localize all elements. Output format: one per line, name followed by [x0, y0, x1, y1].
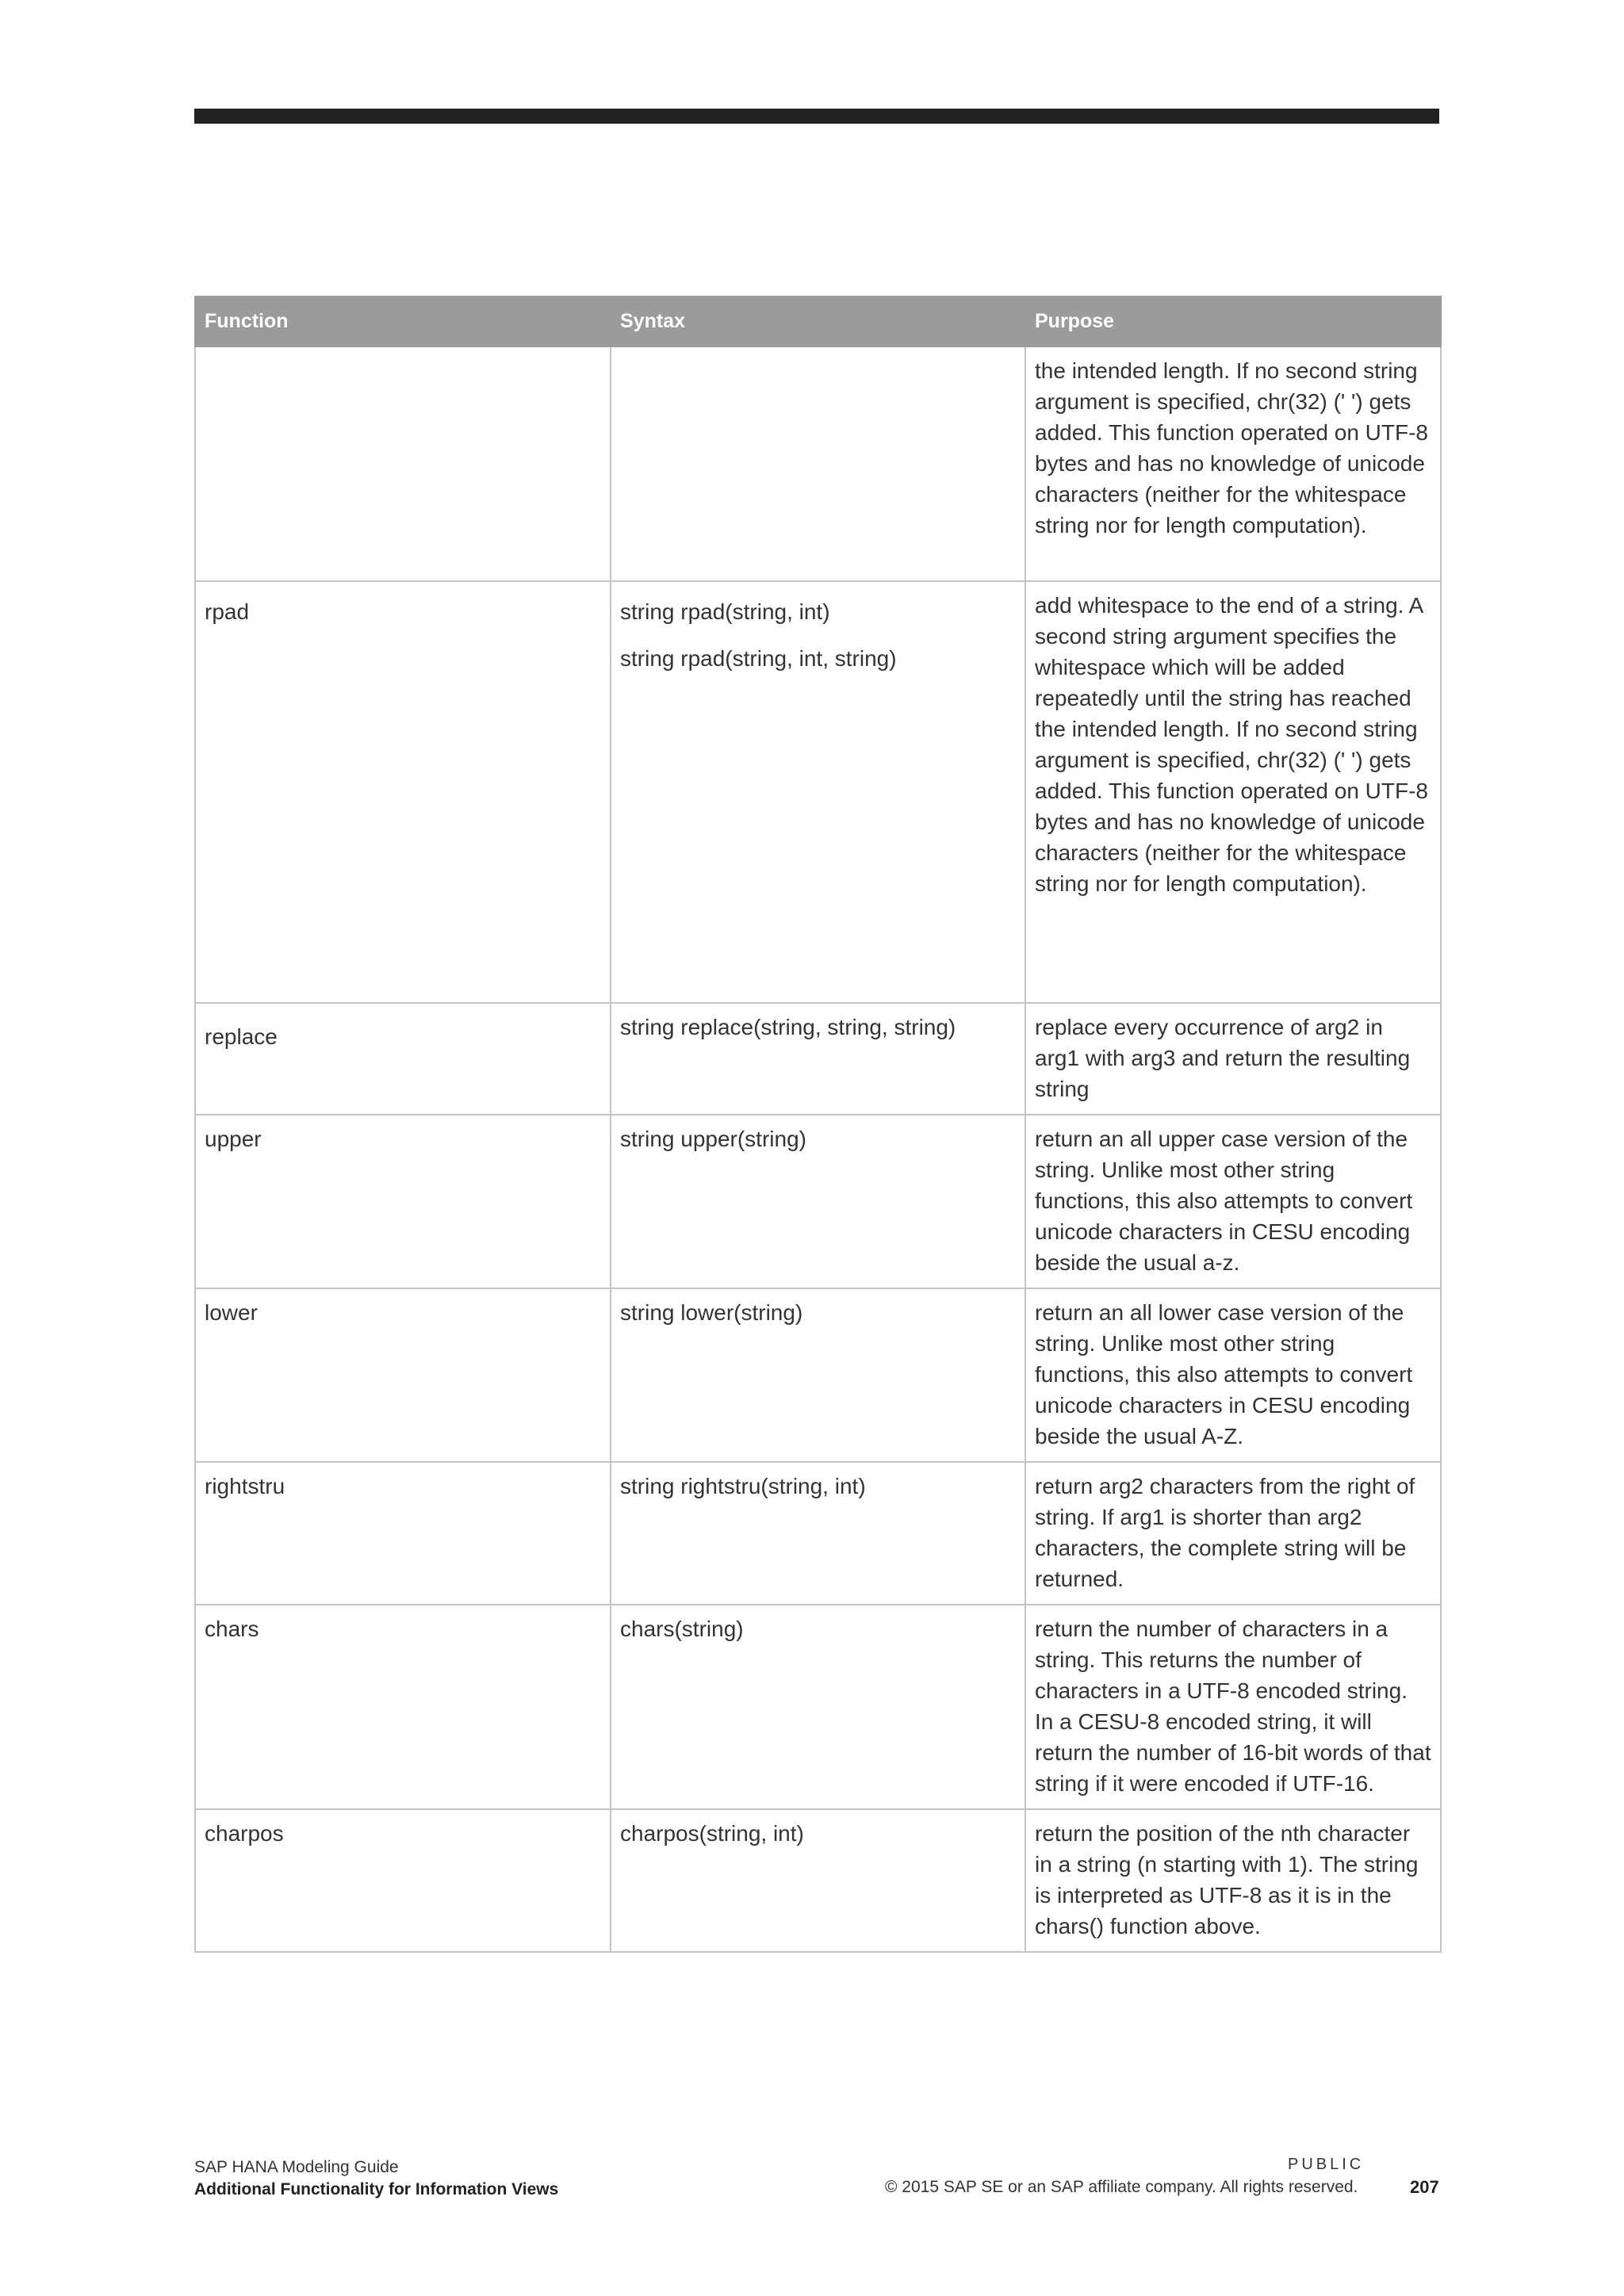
table-row [195, 1115, 1441, 1288]
function-cell [195, 346, 611, 581]
classification-label: PUBLIC [1288, 2156, 1365, 2173]
guide-title: SAP HANA Modeling Guide [194, 2158, 399, 2176]
syntax-line: string rpad(string, int, string) [620, 646, 897, 671]
function-cell: chars [195, 1605, 611, 1809]
table-row [195, 346, 1441, 581]
syntax-line: string lower(string) [620, 1300, 803, 1325]
copyright-notice: © 2015 SAP SE or an SAP affiliate company. All rights reserved. [885, 2178, 1358, 2196]
purpose-cell: return the position of the nth character in a string (n starting with 1). The string is interpreted as UTF-8 as it is in the chars() function above. [1025, 1809, 1441, 1952]
function-cell [195, 581, 611, 1003]
table-row [195, 1288, 1441, 1462]
purpose-cell: return arg2 characters from the right of string. If arg1 is shorter than arg2 characters, the complete string will be returned. [1025, 1462, 1441, 1605]
syntax-line: string rightstru(string, int) [620, 1474, 866, 1498]
syntax-cell [611, 346, 1025, 581]
page-number: 207 [1410, 2177, 1439, 2197]
header-purpose: Purpose [1025, 297, 1441, 346]
function-cell [195, 1003, 611, 1115]
table-row [195, 581, 1441, 1003]
purpose-cell: add whitespace to the end of a string. A second string argument specifies the whitespace which will be added repeatedly until the string has reached the intended length. If no second string argument is specified, chr(32) (' ') gets added. This function operated on UTF-8 bytes and has no knowledge of unicode characters (neither for the whitespace string nor for length computation). [1025, 581, 1441, 1003]
purpose-cell: return the number of characters in a string. This returns the number of characters in a UTF-8 encoded string. In a CESU-8 encoded string, it will return the number of 16-bit words of that string if it were encoded if UTF-16. [1025, 1605, 1441, 1809]
syntax-cell [611, 1003, 1025, 1115]
syntax-cell [611, 1809, 1025, 1952]
section-title: Additional Functionality for Information Views [194, 2180, 559, 2198]
footer-left [194, 2156, 558, 2201]
syntax-line: string upper(string) [620, 1127, 806, 1151]
table-row [195, 1003, 1441, 1115]
syntax-line: chars(string) [620, 1617, 744, 1641]
table-row [195, 1605, 1441, 1809]
function-name: rpad [205, 599, 250, 624]
top-rule [194, 109, 1439, 124]
syntax-line: charpos(string, int) [620, 1821, 804, 1846]
syntax-cell [611, 1605, 1025, 1809]
syntax-line: string rpad(string, int) [620, 599, 830, 624]
table-row [195, 1809, 1441, 1952]
function-cell: rightstru [195, 1462, 611, 1605]
function-cell: upper [195, 1115, 611, 1288]
purpose-cell: return an all lower case version of the string. Unlike most other string functions, this also attempts to convert unicode characters in CESU encoding beside the usual A-Z. [1025, 1288, 1441, 1462]
syntax-cell [611, 1115, 1025, 1288]
header-function: Function [195, 297, 611, 346]
syntax-cell [611, 1462, 1025, 1605]
syntax-line: string replace(string, string, string) [620, 1015, 956, 1039]
function-cell: lower [195, 1288, 611, 1462]
table-row [195, 1462, 1441, 1605]
purpose-cell: return an all upper case version of the string. Unlike most other string functions, this also attempts to convert unicode characters in CESU encoding beside the usual a-z. [1025, 1115, 1441, 1288]
function-table [194, 296, 1442, 1953]
header-syntax: Syntax [611, 297, 1025, 346]
purpose-cell: the intended length. If no second string argument is specified, chr(32) (' ') gets added. This function operated on UTF-8 bytes and has no knowledge of unicode characters (neither for the whitespace string nor for length computation). [1025, 346, 1441, 581]
purpose-cell: replace every occurrence of arg2 in arg1 with arg3 and return the resulting string [1025, 1003, 1441, 1115]
function-name: replace [205, 1024, 278, 1049]
syntax-cell [611, 581, 1025, 1003]
syntax-cell [611, 1288, 1025, 1462]
table-header-row [195, 297, 1441, 346]
function-cell: charpos [195, 1809, 611, 1952]
